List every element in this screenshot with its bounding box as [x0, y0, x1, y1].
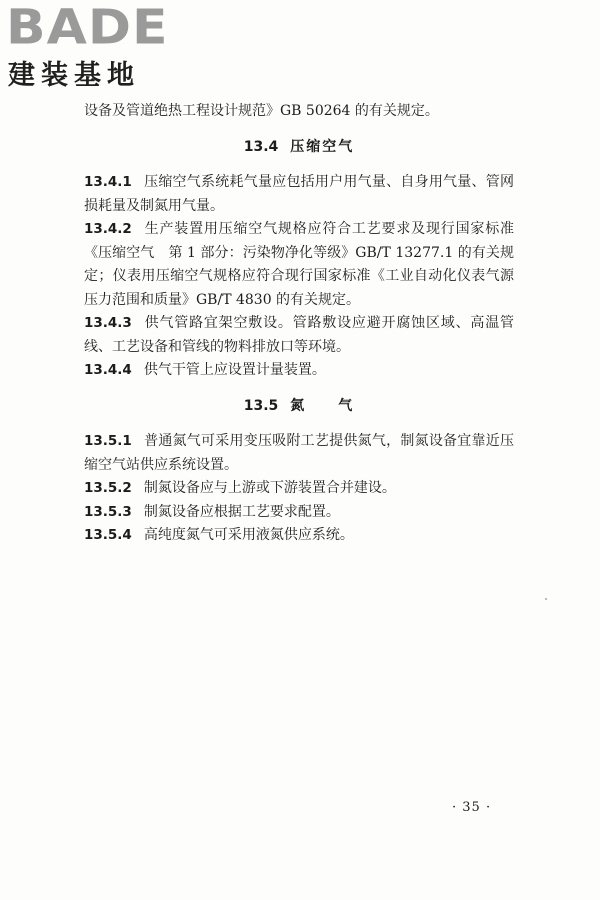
section-title-13-5	[84, 395, 514, 419]
clause-13-4-1	[84, 171, 514, 218]
clause-text: 供气管路宜架空敷设。管路敷设应避开腐蚀区域、高温管线、工艺设备和管线的物料排放口等环境。	[84, 315, 514, 355]
clause-text: 高纯度氮气可采用液氮供应系统。	[143, 527, 354, 543]
clause-number: 13.4.4	[84, 362, 132, 378]
section-heading: 氮 气	[290, 397, 355, 414]
bade-logo	[6, 0, 176, 96]
section-number: 13.5	[243, 397, 279, 414]
logo-subtitle-text: 建装基地	[8, 60, 140, 91]
section-heading: 压缩空气	[290, 138, 355, 155]
clause-text: 压缩空气系统耗气量应包括用户用气量、自身用气量、管网损耗量及制氮用气量。	[84, 174, 514, 214]
clause-13-5-2	[84, 477, 514, 501]
clause-text: 生产装置用压缩空气规格应符合工艺要求及现行国家标准《压缩空气 第 1 部分：污染物净化等级》GB/T 13277.1 的有关规定；仪表用压缩空气规格应符合现行国家标准《工业自动化仪表气源压力范围和质量》GB/T 4830 的有关规定。	[84, 221, 514, 308]
clause-number: 13.5.4	[84, 527, 132, 543]
clause-13-5-4	[84, 524, 514, 548]
clause-text: 供气干管上应设置计量装置。	[143, 362, 326, 378]
section-number: 13.4	[243, 138, 279, 155]
document-body	[84, 100, 514, 548]
clause-number: 13.4.3	[84, 315, 132, 331]
clause-number: 13.4.1	[84, 174, 132, 190]
clause-13-4-3	[84, 312, 514, 359]
scan-speck	[545, 598, 547, 600]
clause-text: 制氮设备应与上游或下游装置合并建设。	[143, 480, 396, 496]
clause-13-4-2	[84, 218, 514, 312]
logo-brand-text: BADE	[6, 0, 169, 56]
intro-text: 设备及管道绝热工程设计规范》GB 50264 的有关规定。	[84, 103, 439, 119]
clause-text: 普通氮气可采用变压吸附工艺提供氮气，制氮设备宜靠近压缩空气站供应系统设置。	[84, 433, 514, 473]
clause-number: 13.5.1	[84, 433, 132, 449]
clause-number: 13.5.2	[84, 480, 132, 496]
section-title-13-4	[84, 136, 514, 160]
clause-13-4-4	[84, 359, 514, 383]
page-number: · 35 ·	[452, 800, 492, 815]
clause-13-5-3	[84, 501, 514, 525]
clause-number: 13.4.2	[84, 221, 132, 237]
clause-number: 13.5.3	[84, 503, 132, 520]
clause-text: 制氮设备应根据工艺要求配置。	[143, 503, 340, 520]
clause-13-5-1	[84, 430, 514, 477]
